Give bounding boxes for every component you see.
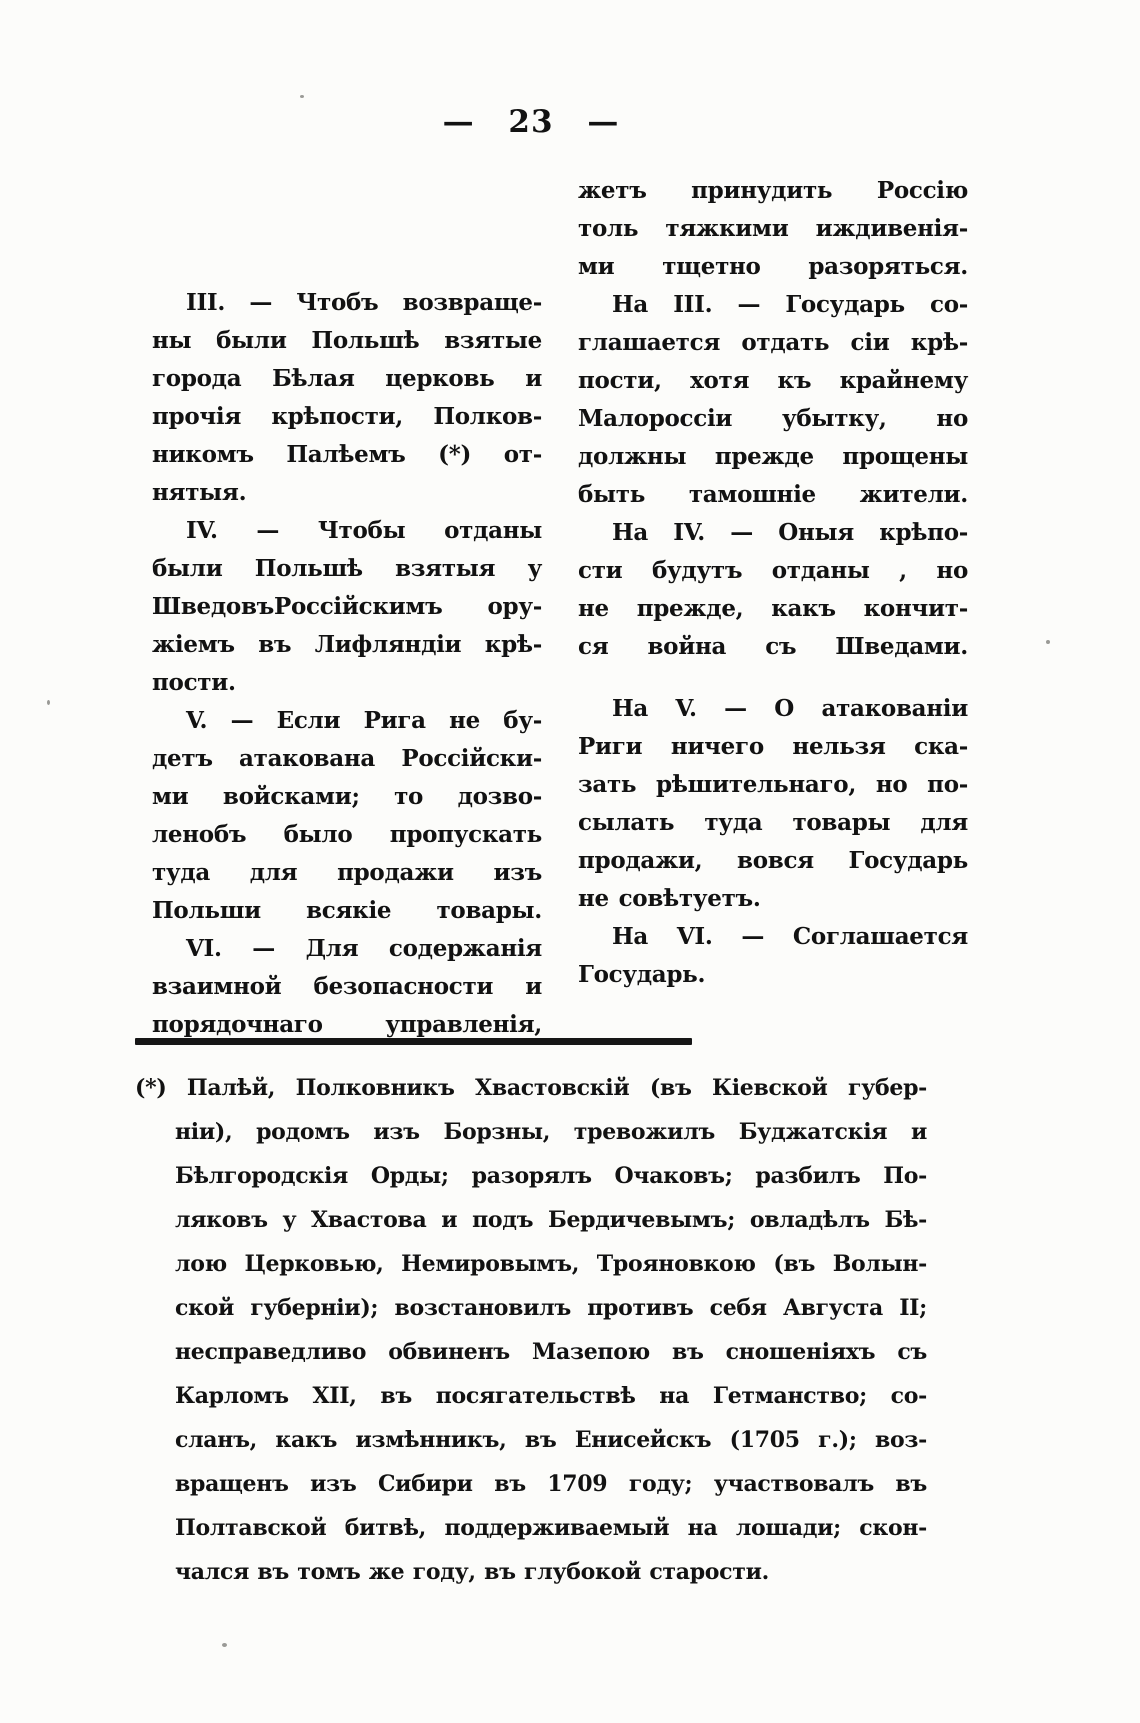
footnote-separator-rule (135, 1038, 692, 1045)
footnote-line: ляковъ у Хвастова и подъ Бердичевымъ; овладѣлъ Бѣ- (175, 1207, 927, 1233)
footnote-line: чался въ томъ же году, въ глубокой старости. (175, 1559, 769, 1585)
paragraph (578, 172, 968, 286)
text-line: ми тщетно разоряться. (578, 253, 968, 280)
paragraph (152, 512, 542, 702)
paragraph (152, 284, 542, 512)
text-line: пости, хотя къ крайнему (578, 367, 968, 394)
text-line: Польши всякіе товары. (152, 897, 542, 924)
paragraph (578, 918, 968, 994)
text-line: быть тамошніе жители. (578, 481, 968, 508)
footnote-line: ніи), родомъ изъ Борзны, тревожилъ Буджатскія и (175, 1119, 927, 1145)
text-line: Малороссіи убытку, но (578, 405, 968, 432)
footnote-line: лою Церковью, Немировымъ, Трояновкою (въ Волын- (175, 1251, 927, 1277)
text-line: ми войсками; то дозво- (152, 783, 542, 810)
text-line: прочія крѣпости, Полков- (152, 403, 542, 430)
footnote-line: вращенъ изъ Сибири въ 1709 году; участвовалъ въ (175, 1471, 927, 1497)
text-line: На VI. — Соглашается (612, 923, 968, 950)
text-line: были Польшѣ взятыя у (152, 555, 542, 582)
footnote-line: несправедливо обвиненъ Мазепою въ сношеніяхъ съ (175, 1339, 927, 1365)
text-line: нятыя. (152, 479, 247, 506)
text-line: На III. — Государь со- (612, 291, 968, 318)
text-line: толь тяжкими иждивенія- (578, 215, 968, 242)
scan-speck (47, 700, 50, 705)
scan-speck (222, 1643, 227, 1647)
text-line: туда для продажи изъ (152, 859, 542, 886)
paragraph (578, 286, 968, 514)
right-column (578, 172, 968, 994)
text-line: никомъ Палѣемъ (*) от- (152, 441, 542, 468)
text-line: жіемъ въ Лифляндіи крѣ- (152, 631, 542, 658)
text-line: V. — Если Рига не бу- (186, 707, 542, 734)
text-line: не прежде, какъ кончит- (578, 595, 968, 622)
text-line: не совѣтуетъ. (578, 885, 761, 912)
text-line: зать рѣшительнаго, но по- (578, 771, 968, 798)
text-line: ны были Польшѣ взятые (152, 327, 542, 354)
page-number: — 23 — (442, 104, 620, 140)
text-line: взаимной безопасности и (152, 973, 542, 1000)
text-line: ся война съ Шведами. (578, 633, 968, 660)
text-line: III. — Чтобъ возвраще- (186, 289, 542, 316)
footnote-line: (*) Палѣй, Полковникъ Хвастовскій (въ Кіевской губер- (135, 1075, 927, 1101)
text-line: порядочнаго управленія, (152, 1011, 542, 1038)
text-line: сылать туда товары для (578, 809, 968, 836)
text-line: На V. — О атакованіи (612, 695, 968, 722)
text-line: детъ атакована Россійски- (152, 745, 542, 772)
paragraph (152, 930, 542, 1044)
text-line: продажи, вовся Государь (578, 847, 968, 874)
paragraph (578, 514, 968, 666)
footnote-line: Бѣлгородскія Орды; разорялъ Очаковъ; разбилъ По- (175, 1163, 927, 1189)
paragraph (152, 702, 542, 930)
scan-speck (1046, 640, 1050, 644)
footnote-line: Полтавской битвѣ, поддерживаемый на лошади; скон- (175, 1515, 927, 1541)
text-line: На IV. — Оныя крѣпо- (612, 519, 968, 546)
footnote-line: Карломъ XII, въ посягательствѣ на Гетманство; со- (175, 1383, 927, 1409)
text-line: IV. — Чтобы отданы (186, 517, 542, 544)
footnote-line: сланъ, какъ измѣнникъ, въ Енисейскъ (1705 г.); воз- (175, 1427, 927, 1453)
scan-speck (300, 95, 304, 98)
text-line: Государь. (578, 961, 706, 988)
footnote (135, 1066, 927, 1594)
text-line: должны прежде прощены (578, 443, 968, 470)
text-line: глашается отдать сіи крѣ- (578, 329, 968, 356)
paragraph (578, 690, 968, 918)
left-column (152, 284, 542, 1044)
text-line: VI. — Для содержанія (186, 935, 542, 962)
text-line: жетъ принудить Россію (578, 177, 968, 204)
text-line: Риги ничего нельзя ска- (578, 733, 968, 760)
text-line: города Бѣлая церковь и (152, 365, 542, 392)
text-line: сти будутъ отданы , но (578, 557, 968, 584)
text-line: пости. (152, 669, 236, 696)
text-line: ленобъ было пропускать (152, 821, 542, 848)
footnote-line: ской губерніи); возстановилъ противъ себя Августа II; (175, 1295, 927, 1321)
text-line: ШведовъРоссійскимъ ору- (152, 593, 542, 620)
